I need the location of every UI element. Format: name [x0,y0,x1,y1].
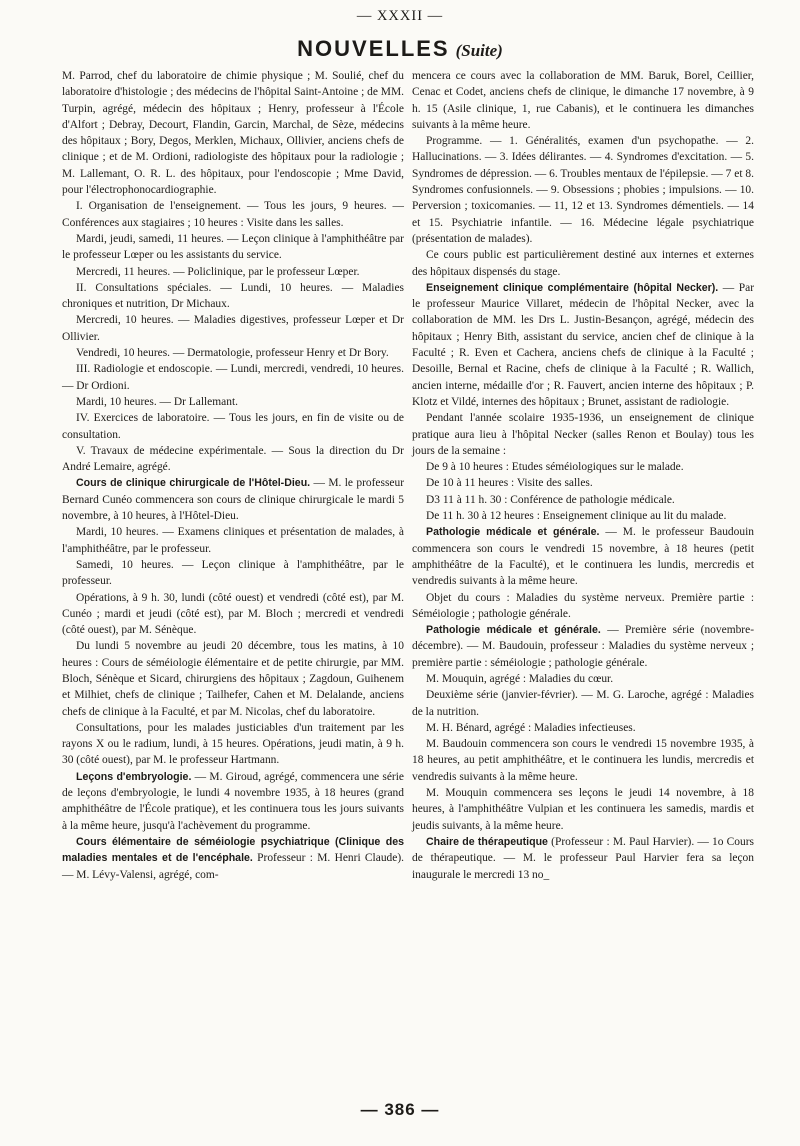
paragraph-text: De 11 h. 30 à 12 heures : Enseignement clinique au lit du malade. [426,510,727,523]
paragraph [62,443,404,476]
paragraph-text: Mercredi, 11 heures. — Policlinique, par le professeur Lœper. [76,265,360,278]
paragraph-text: Mardi, jeudi, samedi, 11 heures. — Leçon clinique à l'amphithéâtre par le professeur Lœper ou les assistants du service. [62,232,404,262]
paragraph-text: Professeur : M. Henri Claude). — M. Lévy-Valensi, agrégé, com- [62,852,404,881]
paragraph [62,312,404,345]
paragraph [412,590,754,623]
paragraph [412,68,754,133]
paragraph [412,720,754,736]
paragraph-text: mencera ce cours avec la collaboration de MM. Baruk, Borel, Ceillier, Cenac et Codet, anciens chefs de clinique, le dimanche 17 novembre, à 9 h. 15 (Asile clinique, 1, rue Cabanis), et le continuera les dimanches suivants à la même heure. [412,70,754,131]
paragraph-text: Ce cours public est particulièrement destiné aux internes et externes des hôpitaux dispensés du stage. [412,249,754,278]
title-text: NOUVELLES [297,36,450,61]
paragraph-text: De 9 à 10 heures : Etudes séméiologiques sur le malade. [426,461,684,474]
paragraph [412,459,754,475]
paragraph [412,687,754,720]
paragraph [412,410,754,459]
paragraph-text: III. Radiologie et endoscopie. — Lundi, mercredi, vendredi, 10 heures. — Dr Ordioni. [62,363,404,392]
paragraph-heading: Enseignement clinique complémentaire (hôpital Necker). [426,281,719,294]
paragraph-text: M. Baudouin commencera son cours le vendredi 15 novembre 1935, à 18 heures, au petit amphithéâtre, et le continuera les lundis, mercredis et vendredis suivants à la même heure. [412,738,754,783]
paragraph-text: Consultations, pour les malades justiciables d'un traitement par les rayons X ou le radium, lundi, à 15 heures. Opérations, jeudi matin, à 9 h. 30 (côté ouest), par M. le professeur Hartmann. [62,721,404,767]
paragraph-text: (Professeur : M. Paul Harvier). — 1o Cours de thérapeutique. — M. le professeur Paul Harvier fera sa leçon inaugurale le mercredi 13 no_ [412,835,754,881]
paragraph [412,475,754,491]
paragraph-heading: Cours élémentaire de séméiologie psychiatrique (Clinique des maladies mentales et de l'encéphale. [62,835,404,865]
right-column [412,68,754,883]
paragraph-text: — Première série (novembre-décembre). — M. Baudouin, professeur : Maladies du système nerveux ; première partie : séméiologie ; pathologie générale. [412,624,754,669]
paragraph [412,736,754,785]
paragraph [412,133,754,247]
paragraph [62,769,404,834]
paragraph [412,492,754,508]
paragraph [62,68,404,198]
paragraph-text: M. H. Bénard, agrégé : Maladies infectieuses. [426,721,636,734]
paragraph [62,280,404,313]
paragraph-text: M. Parrod, chef du laboratoire de chimie physique ; M. Soulié, chef du laboratoire d'histologie ; des médecins de l'hôpital Saint-Antoine ; de MM. Turpin, agrégé, médecin des hôpitaux ; Henry, professeur à l'École d'Alfort ; Debray, Decourt, Flandin, Garcin, Marchal, de Sèze, médecins des hôpitaux ; Bory, Degos, Merklen, Michaux, Ollivier, anciens chefs de clinique ; et de M. Ordioni, radiologiste des hôpitaux pour la radiologie ; M. Lallemant, O. R. L. des hôpitaux, pour l'endoscopie ; Mme David, pour l'électrophonocardiographie. [62,70,404,197]
paragraph-text: Samedi, 10 heures. — Leçon clinique à l'amphithéâtre, par le professeur. [62,558,404,588]
paragraph-heading: Chaire de thérapeutique [426,835,548,848]
paragraph [412,622,754,671]
paragraph-text: — M. Giroud, agrégé, commencera une série de leçons d'embryologie, le lundi 4 novembre 1935, à 18 heures (grand amphithéâtre de l'École pratique), et les continuera tous les jours suivants à la même heure, jusqu'à l'achèvement du programme. [62,770,404,832]
paragraph [412,280,754,410]
paragraph-text: II. Consultations spéciales. — Lundi, 10 heures. — Maladies chroniques et nutrition, Dr Michaux. [62,281,404,311]
paragraph [62,361,404,394]
paragraph [62,394,404,410]
paragraph-text: Mardi, 10 heures. — Examens cliniques et présentation de malades, à l'amphithéâtre, par le professeur. [62,526,404,555]
paragraph-heading: Pathologie médicale et générale. [426,526,600,539]
paragraph [62,557,404,590]
paragraph-text: Mardi, 10 heures. — Dr Lallemant. [76,395,238,408]
paragraph [62,590,404,639]
roman-page-number: — XXXII — [356,8,444,24]
paragraph-text: — M. le professeur Bernard Cunéo commencera son cours de clinique chirurgicale le mardi 5 novembre, à 10 heures, à l'Hôtel-Dieu. [62,477,405,523]
paragraph [62,720,404,769]
paragraph [412,785,754,834]
left-column [62,68,404,883]
paragraph [62,410,404,443]
paragraph-text: Objet du cours : Maladies du système nerveux. Première partie : Séméiologie ; pathologie générale. [412,591,754,620]
paragraph [412,508,754,524]
paragraph-text: — M. le professeur Baudouin commencera son cours le vendredi 15 novembre, à 18 heures (petit amphithéâtre de la Faculté), et le continuera les lundis, mercredis et vendredis suivants à la même heure. [412,526,754,588]
paragraph-text: D3 11 à 11 h. 30 : Conférence de pathologie médicale. [426,493,675,506]
paragraph-text: Vendredi, 10 heures. — Dermatologie, professeur Henry et Dr Bory. [76,347,389,360]
paragraph [62,638,404,719]
paragraph-heading: Pathologie médicale et générale. [426,624,601,637]
paragraph-text: I. Organisation de l'enseignement. — Tous les jours, 9 heures. — Conférences aux stagiaires ; 10 heures : Visite dans les salles. [62,200,404,229]
paragraph [412,524,754,589]
page-title [0,36,800,62]
paragraph-text: Du lundi 5 novembre au jeudi 20 décembre, tous les matins, à 10 heures : Cours de séméiologie élémentaire et de petite chirurgie, par MM. Bloch, Sénèque et Sicard, chirurgiens des hôpitaux ; Zagdoun, Guihenem et Milhiet, chefs de clinique ; Tailhefer, Cahen et M. Delalande, anciens chefs de clinique à la Faculté, et par M. Nicolas, chef du laboratoire. [62,640,404,718]
paragraph-text: Pendant l'année scolaire 1935-1936, un enseignement de clinique pratique aura lieu à l'hôpital Necker (salles Renon et Boulay) tous les jours de la semaine : [412,412,754,457]
paragraph-text: Opérations, à 9 h. 30, lundi (côté ouest) et vendredi (côté est), par M. Cunéo ; mardi et jeudi (côté est), par M. Bloch ; mercredi et vendredi (côté ouest), par M. Sénèque. [62,591,404,637]
paragraph [62,524,404,557]
paragraph [62,834,404,883]
paragraph-text: M. Mouquin commencera ses leçons le jeudi 14 novembre, à 18 heures, à l'amphithéâtre Vulpian et les continuera les samedis, mardis et jeudis suivants, à la même heure. [412,787,754,832]
paragraph [62,264,404,280]
paragraph [62,475,404,524]
paragraph [412,671,754,687]
paragraph [412,247,754,280]
paragraph-text: Deuxième série (janvier-février). — M. G. Laroche, agrégé : Maladies de la nutrition. [412,689,754,718]
paragraph-text: Programme. — 1. Généralités, examen d'un psychopathe. — 2. Hallucinations. — 3. Idées délirantes. — 4. Syndromes d'excitation. — 5. Syndromes de dépression. — 6. Troubles mentaux de l'épilepsie. — 7 et 8. Syndromes confusionnels. — 9. Obsessions ; phobies ; impulsions. — 10. Perversion ; toxicomanies. — 11, 12 et 13. Syndromes démentiels. — 14 et 15. Psychiatrie infantile. — 16. Médecine légale psychiatrique (présentation de malades). [412,135,754,245]
paragraph-text: Mercredi, 10 heures. — Maladies digestives, professeur Lœper et Dr Ollivier. [62,314,404,343]
paragraph-text: De 10 à 11 heures : Visite des salles. [426,477,593,490]
paragraph-heading: Leçons d'embryologie. [76,770,192,783]
paragraph [62,345,404,361]
paragraph-text: M. Mouquin, agrégé : Maladies du cœur. [426,672,614,685]
paragraph-text: IV. Exercices de laboratoire. — Tous les jours, en fin de visite ou de consultation. [62,412,404,441]
paragraph [412,834,754,883]
paragraph-heading: Cours de clinique chirurgicale de l'Hôtel-Dieu. [76,477,311,490]
paragraph-text: V. Travaux de médecine expérimentale. — Sous la direction du Dr André Lemaire, agrégé. [62,444,404,474]
page-number: — 386 — [360,1100,440,1119]
paragraph-text: — Par le professeur Maurice Villaret, médecin de l'hôpital Necker, avec la collaboration de MM. les Drs L. Justin-Besançon, agrégé, médecin des hôpitaux ; Henry Bith, assistant du service, ancien chef de clinique à la Faculté ; R. Even et Cachera, anciens chefs de clinique à la Faculté ; Desoille, Bernal et Racine, chefs de clinique à la Faculté ; R. Wallich, ancien interne, médaille d'or ; R. Fauvert, ancien interne des hôpitaux ; P. Klotz et Vildé, internes des hôpitaux ; Brunet, assistant de radiologie. [412,281,754,408]
paragraph [62,231,404,264]
paragraph [62,198,404,231]
title-suffix: (Suite) [455,41,503,60]
